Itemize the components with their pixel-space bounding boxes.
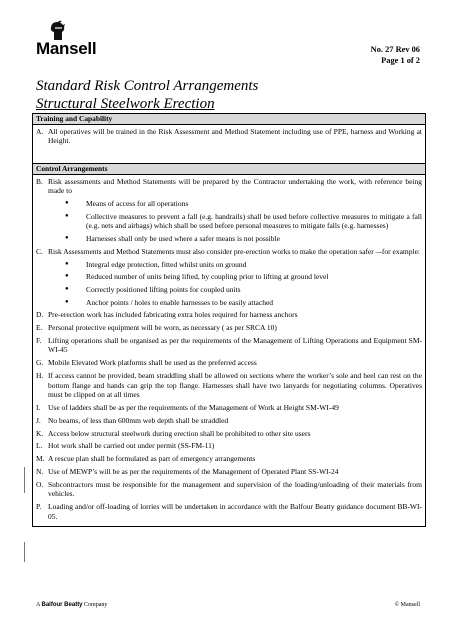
bullet-text: Harnesses shall only be used where a safer means is not possible (86, 234, 280, 244)
page-title (36, 77, 258, 113)
item-letter: G. (36, 358, 44, 368)
bullet-list (36, 199, 422, 243)
item-letter: N. (36, 467, 44, 477)
bullet-icon: ● (65, 213, 69, 220)
bullet-text: Correctly positioned lifting points for coupled units (86, 285, 241, 294)
list-item (36, 177, 422, 196)
item-letter: I. (36, 402, 41, 412)
item-letter: J. (36, 415, 41, 425)
document-reference (371, 45, 420, 66)
item-text: If access cannot be provided, beam straddling shall be allowed on sections where the worker’s sole and heel can rest on the bottom flange and hands can grip the top flange. Harnesses shall have two lanyards for negotiating columns. Operatives must be clipped on at all times (48, 371, 422, 399)
change-bar (24, 467, 25, 493)
item-letter: O. (36, 480, 44, 490)
page-footer (36, 601, 420, 609)
bullet-item (36, 199, 422, 208)
item-letter: H. (36, 371, 44, 381)
list-item (36, 429, 422, 438)
bullet-item (36, 272, 422, 281)
item-letter: F. (36, 336, 42, 346)
bullet-text: Means of access for all operations (86, 199, 189, 209)
item-letter: E. (36, 323, 43, 333)
title-line-1: Standard Risk Control Arrangements (36, 78, 259, 94)
bullet-icon: ● (65, 286, 69, 292)
item-text: Personal protective equipment will be worn, as necessary ( as per SRCA 10) (48, 323, 277, 333)
bullet-text: Reduced number of units being lifted, by coupling prior to lifting at ground level (86, 272, 329, 282)
item-text: All operatives will be trained in the Risk Assessment and Method Statement including use of PPE, harness and Working at Height. (48, 127, 422, 146)
item-text: A rescue plan shall be formulated as part of emergency arrangements (48, 454, 256, 464)
item-letter: M. (36, 454, 45, 464)
list-item (36, 127, 422, 146)
item-text: Subcontractors must be responsible for the management and supervision of the loading/unloading of their materials from vehicles. (48, 480, 422, 499)
item-text: Risk assessments and Method Statements will be prepared by the Contractor undertaking the work, with reference being made to (48, 177, 422, 196)
bullet-icon: ● (65, 260, 69, 267)
item-text: Risk Assessments and Method Statements must also consider pre-erection works to make the operation safer –-for example: (48, 246, 420, 256)
bullet-item (36, 212, 422, 231)
risk-control-table (32, 113, 426, 527)
page-number: Page 1 of 2 (381, 55, 420, 65)
list-item (36, 358, 422, 367)
footer-copyright: © Mansell (394, 602, 420, 608)
mansell-logo (36, 20, 96, 57)
bullet-item (36, 260, 422, 269)
list-item (36, 403, 422, 412)
item-text: Lifting operations shall be organised as per the requirements of the Management of Lifting Operations and Equipment SM-WI-45 (48, 336, 422, 355)
section-heading-training: Training and Capability (33, 114, 425, 125)
list-item (36, 371, 422, 399)
list-item (36, 310, 422, 319)
list-item (36, 480, 422, 499)
section-training (33, 125, 425, 164)
bullet-item (36, 298, 422, 307)
item-letter: D. (36, 310, 44, 320)
list-item (36, 247, 422, 256)
list-item (36, 336, 422, 355)
section-heading-control: Control Arrangements (33, 164, 425, 175)
section-control (33, 175, 425, 526)
item-text: Use of MEWP’s will be as per the requirements of the Management of Operated Plant SS-WI-24 (48, 467, 339, 477)
list-item (36, 502, 422, 521)
list-item (36, 467, 422, 476)
item-letter: P. (36, 502, 42, 512)
item-letter: K. (36, 428, 44, 438)
bullet-item (36, 234, 422, 243)
change-bar (24, 542, 25, 562)
item-text: Use of ladders shall be as per the requirements of the Management of Work at Height SM-WI-49 (48, 402, 339, 412)
item-text: Loading and/or off-loading of lorries will be undertaken in accordance with the Balfour Beatty guidance document BB-WI-05. (48, 502, 422, 521)
title-line-2: Structural Steelwork Erection (36, 96, 215, 112)
item-text: Mobile Elevated Work platforms shall be used as the preferred access (48, 358, 257, 368)
item-letter: A. (36, 127, 44, 136)
item-text: Pre-erection work has included fabricating extra holes required for harness anchors (48, 310, 298, 320)
logo-wordmark: Mansell (36, 39, 97, 58)
item-letter: C. (36, 246, 43, 256)
item-text: Hot work shall be carried out under permit (SS-FM-11) (48, 441, 215, 451)
bullet-text: Anchor points / holes to enable harnesses to be easily attached (86, 297, 274, 307)
item-text: Access below structural steelwork during erection shall be prohibited to other site users (48, 428, 311, 438)
item-text: No beams, of less than 600mm web depth shall be straddled (48, 415, 229, 425)
bullet-text: Integral edge protection, fitted whilst units on ground (86, 259, 247, 269)
bullet-item (36, 285, 422, 294)
bullet-list (36, 260, 422, 307)
bullet-icon: ● (65, 235, 69, 242)
bullet-icon: ● (65, 273, 69, 280)
item-letter: L. (36, 441, 43, 451)
doc-number: No. 27 Rev 06 (370, 45, 420, 54)
list-item (36, 454, 422, 463)
footer-prefix: A (36, 602, 41, 608)
footer-brand: Balfour Beatty (41, 602, 83, 608)
item-letter: B. (36, 177, 43, 187)
bullet-icon: ● (65, 298, 69, 305)
bullet-icon: ● (65, 200, 69, 207)
footer-suffix: Company (84, 602, 108, 608)
list-item (36, 323, 422, 332)
bullet-text: Collective measures to prevent a fall (e.g. handrails) shall be used before collective measures to mitigate a fall (e.g. nets and airbags) which shall be used before personal measures to mitigate falls (e.g. harnesses) (86, 212, 422, 231)
list-item (36, 441, 422, 450)
list-item (36, 416, 422, 425)
